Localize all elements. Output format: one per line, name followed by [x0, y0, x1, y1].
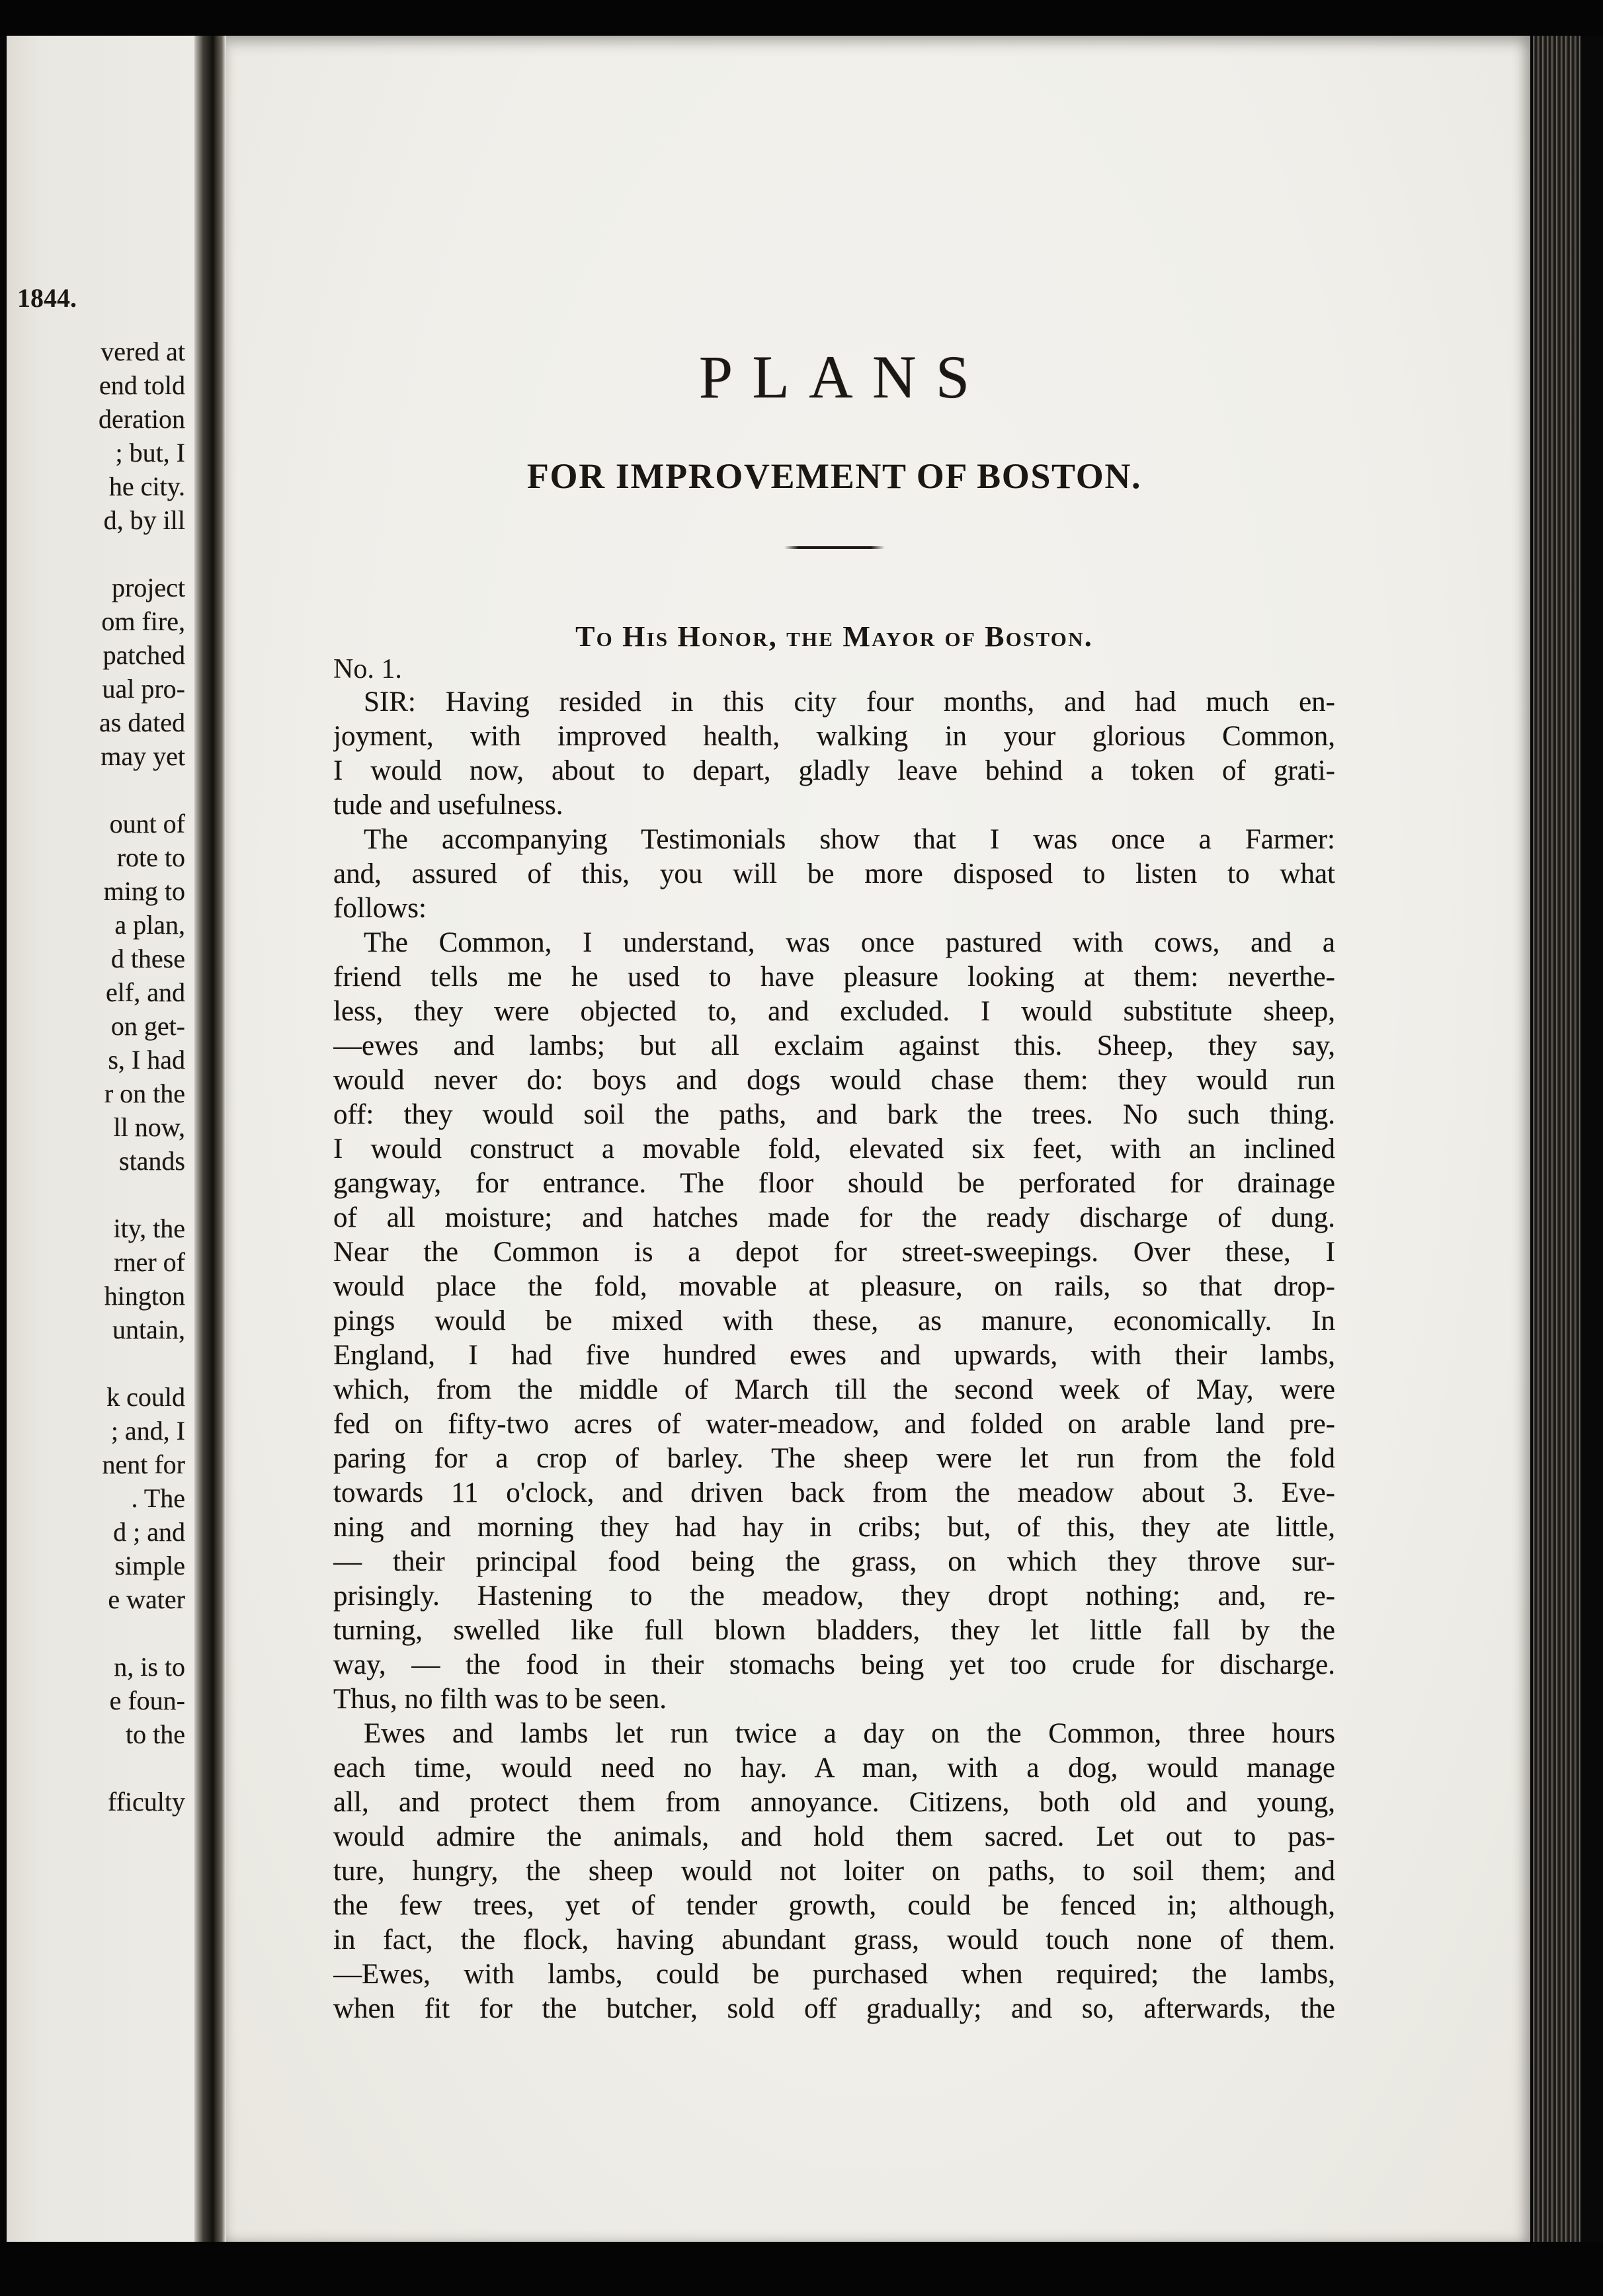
- text-line: tude and usefulness.: [333, 790, 563, 821]
- text-line: elf, and: [106, 977, 185, 1007]
- text-line: ll now,: [113, 1112, 185, 1142]
- text-line: would admire the animals, and hold them sacred. Let out to pas-: [333, 1821, 1335, 1852]
- left-page-text: [7, 335, 194, 1819]
- blank-line: [7, 537, 194, 571]
- text-line: ning and morning they had hay in cribs; but, of this, they ate little,: [333, 1512, 1335, 1543]
- text-line: which, from the middle of March till the second week of May, were: [333, 1374, 1335, 1405]
- text-line: stands: [119, 1146, 185, 1176]
- text-line: simple: [114, 1551, 185, 1580]
- text-line: ity, the: [113, 1213, 185, 1243]
- text-line: hington: [104, 1281, 185, 1311]
- text-line: Ewes and lambs let run twice a day on the Common, three hours: [364, 1718, 1335, 1749]
- text-line: e foun-: [109, 1686, 185, 1715]
- section-divider: [784, 546, 885, 549]
- text-line: way, — the food in their stomachs being yet too crude for discharge.: [333, 1649, 1335, 1680]
- text-line: vered at: [101, 337, 185, 366]
- text-line: —ewes and lambs; but all exclaim against this. Sheep, they say,: [333, 1030, 1335, 1061]
- page-subtitle: FOR IMPROVEMENT OF BOSTON.: [526, 456, 1142, 496]
- text-line: and, assured of this, you will be more disposed to listen to what: [333, 858, 1335, 889]
- text-line: I would now, about to depart, gladly leave behind a token of grati-: [333, 755, 1335, 786]
- text-line: as dated: [99, 708, 185, 737]
- text-line: less, they were objected to, and excluded. I would substitute sheep,: [333, 996, 1335, 1027]
- blank-line: [7, 1616, 194, 1650]
- text-line: SIR: Having resided in this city four months, and had much en-: [364, 686, 1335, 718]
- text-line: may yet: [101, 741, 185, 771]
- doc-number: No. 1.: [333, 654, 402, 684]
- text-line: untain,: [112, 1315, 185, 1344]
- paragraph: [333, 685, 1335, 823]
- left-page-year: 1844.: [17, 283, 77, 313]
- text-line: the few trees, yet of tender growth, could be fenced in; although,: [333, 1890, 1335, 1921]
- text-line: d these: [110, 944, 185, 973]
- body-paragraphs: [333, 685, 1335, 2026]
- text-line: of all moisture; and hatches made for the ready discharge of dung.: [333, 1202, 1335, 1233]
- text-line: prisingly. Hastening to the meadow, they dropt nothing; and, re-: [333, 1580, 1335, 1612]
- text-line: rote to: [116, 842, 185, 872]
- text-line: pings would be mixed with these, as manure, economically. In: [333, 1305, 1335, 1336]
- text-line: The Common, I understand, was once pastured with cows, and a: [364, 927, 1335, 958]
- text-line: ; but, I: [115, 438, 185, 468]
- text-line: patched: [103, 640, 185, 670]
- text-line: nent for: [102, 1450, 185, 1479]
- text-line: d, by ill: [103, 505, 185, 535]
- main-page: [226, 36, 1530, 2242]
- text-line: k could: [106, 1382, 185, 1412]
- text-line: —Ewes, with lambs, could be purchased when required; the lambs,: [333, 1959, 1335, 1990]
- text-line: ture, hungry, the sheep would not loiter on paths, to soil them; and: [333, 1856, 1335, 1887]
- text-line: om fire,: [101, 606, 185, 636]
- text-line: n, is to: [114, 1652, 185, 1682]
- text-line: on get-: [110, 1011, 185, 1041]
- text-line: when fit for the butcher, sold off gradually; and so, afterwards, the: [333, 1993, 1335, 2024]
- text-line: fed on fifty-two acres of water-meadow, and folded on arable land pre-: [333, 1409, 1335, 1440]
- text-line: ; and, I: [110, 1416, 185, 1446]
- blank-line: [7, 1751, 194, 1785]
- text-line: towards 11 o'clock, and driven back from the meadow about 3. Eve-: [333, 1477, 1335, 1508]
- text-line: would never do: boys and dogs would chase them: they would run: [333, 1065, 1335, 1096]
- blank-line: [7, 1346, 194, 1380]
- text-line: Near the Common is a depot for street-sweepings. Over these, I: [333, 1237, 1335, 1268]
- book-fore-edge: [1530, 36, 1603, 2242]
- scan-border-bottom: [0, 2242, 1603, 2296]
- page-content: [333, 36, 1335, 2026]
- text-line: paring for a crop of barley. The sheep were let run from the fold: [333, 1443, 1335, 1474]
- paragraph: [333, 823, 1335, 926]
- text-line: in fact, the flock, having abundant grass, would touch none of them.: [333, 1924, 1335, 1955]
- text-line: ount of: [109, 809, 185, 839]
- paragraph: [333, 1717, 1335, 2026]
- text-line: fficulty: [107, 1787, 185, 1817]
- text-line: to the: [126, 1719, 185, 1749]
- text-line: rner of: [114, 1247, 185, 1277]
- text-line: d ; and: [113, 1517, 185, 1547]
- page-gutter-shadow: [194, 36, 226, 2242]
- text-line: friend tells me he used to have pleasure looking at them: neverthe-: [333, 962, 1335, 993]
- text-line: turning, swelled like full blown bladders, they let little fall by the: [333, 1615, 1335, 1646]
- text-line: off: they would soil the paths, and bark the trees. No such thing.: [333, 1099, 1335, 1130]
- blank-line: [7, 1178, 194, 1211]
- text-line: ual pro-: [102, 674, 185, 704]
- blank-line: [7, 773, 194, 807]
- text-line: he city.: [108, 472, 185, 501]
- text-line: — their principal food being the grass, on which they throve sur-: [333, 1546, 1335, 1577]
- text-line: follows:: [333, 893, 427, 924]
- page-edge-stripes: [1533, 36, 1581, 2242]
- text-line: a plan,: [114, 910, 185, 940]
- salutation-line: To His Honor, the Mayor of Boston.: [575, 620, 1093, 653]
- text-line: would place the fold, movable at pleasure, on rails, so that drop-: [333, 1271, 1335, 1302]
- text-line: s, I had: [108, 1045, 185, 1075]
- text-line: joyment, with improved health, walking in your glorious Common,: [333, 721, 1335, 752]
- text-line: I would construct a movable fold, elevated six feet, with an inclined: [333, 1133, 1335, 1165]
- text-line: end told: [99, 370, 185, 400]
- text-line: each time, would need no hay. A man, with a dog, would manage: [333, 1752, 1335, 1784]
- text-line: gangway, for entrance. The floor should be perforated for drainage: [333, 1168, 1335, 1199]
- text-line: Thus, no filth was to be seen.: [333, 1684, 667, 1715]
- text-line: . The: [131, 1483, 185, 1513]
- text-line: ming to: [103, 876, 185, 906]
- text-line: project: [111, 573, 185, 602]
- scan-border-top: [0, 0, 1603, 36]
- text-line: all, and protect them from annoyance. Citizens, both old and young,: [333, 1787, 1335, 1818]
- text-line: The accompanying Testimonials show that I was once a Farmer:: [364, 824, 1335, 855]
- left-page-edge: [7, 36, 194, 2242]
- text-line: England, I had five hundred ewes and upwards, with their lambs,: [333, 1340, 1335, 1371]
- text-line: e water: [108, 1584, 185, 1614]
- text-line: r on the: [104, 1079, 185, 1108]
- text-line: deration: [98, 404, 185, 434]
- paragraph: [333, 926, 1335, 1717]
- page-title: PLANS: [698, 343, 989, 411]
